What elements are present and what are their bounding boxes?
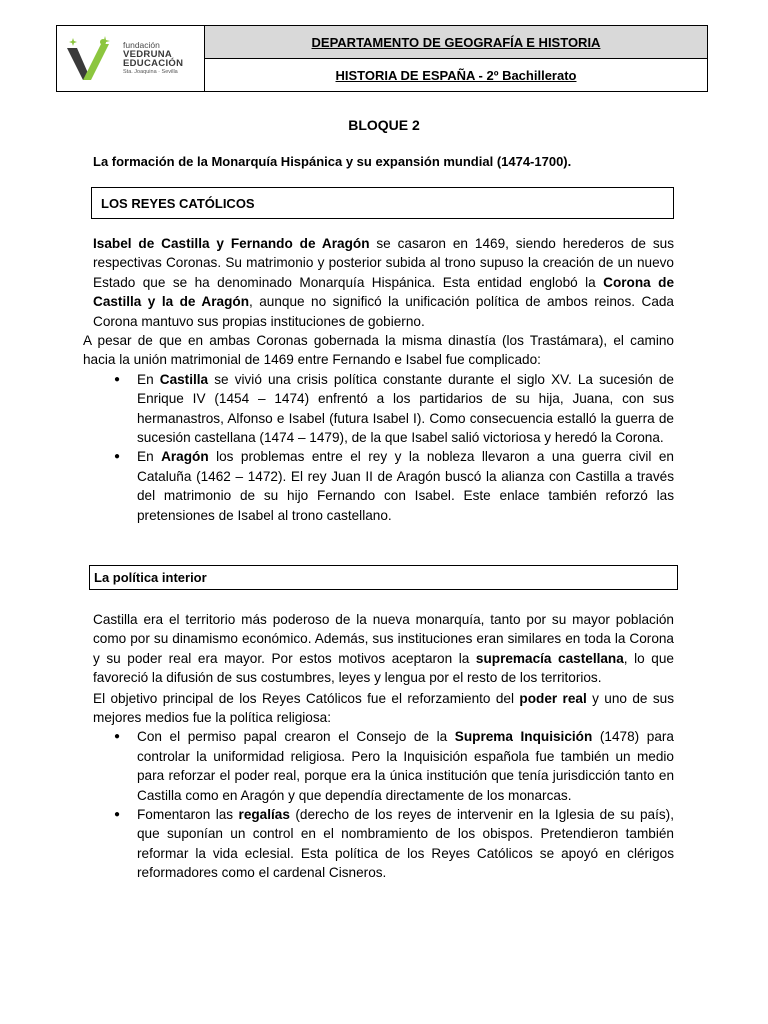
bloque-title: BLOQUE 2 [348, 117, 420, 133]
bold-term: regalías [238, 807, 290, 823]
bold-term: Suprema Inquisición [454, 729, 593, 745]
section2-heading: La política interior [94, 570, 207, 585]
paragraph-text: y uno de sus mejores medios fue la política religiosa: [93, 690, 674, 726]
bullet-text: Con el permiso papal crearon el Consejo de la [137, 729, 455, 745]
bullet-text: se vivió una crisis política constante durante el siglo XV. La sucesión de Enrique IV (1454 – 1474) enfrentó a los partidarios de su hija, Juana, con sus hermanastros, Alfonso e Isabel (futura Isabel I). Como consecuencia estalló la guerra de sucesión castellana (1474 – 1479), de la que Isabel salió victoriosa y heredó la Corona. [137, 371, 674, 446]
paragraph-text: Castilla era el territorio más poderoso de la nueva monarquía, tanto por su mayor población como por su dinamismo económico. Además, sus instituciones eran similares en toda la Corona y su poder real era mayor. Por estos motivos aceptaron la [93, 612, 674, 666]
logo-line1: fundación [123, 39, 160, 50]
bold-term: supremacía castellana [475, 650, 624, 666]
bold-term: poder real [519, 690, 587, 706]
bullet-text: En [137, 449, 162, 465]
bullet-text: (derecho de los reyes de intervenir en la Iglesia de su país), que suponían un control en el nombramiento de los obispos. Pretendieron también reformar la vida eclesial. Esta política de los Reyes Católicos se apoyó en clérigos reformadores como el cardenal Cisneros. [137, 807, 674, 881]
bold-term: Aragón [161, 449, 209, 465]
paragraph-text: se casaron en 1469, siendo herederos de sus respectivas Coronas. Su matrimonio y posterior subida al trono supuso la creación de un nuevo Estado que se ha denominado Monarquía Hispánica. Esta entidad englobó la [93, 236, 674, 290]
bold-term: Isabel de Castilla y Fernando de Aragón [93, 236, 370, 251]
section1-body [83, 234, 675, 525]
list-item [137, 370, 674, 448]
bullet-text: En [137, 371, 160, 387]
section1-bullet-list [93, 370, 674, 525]
paragraph-text: El objetivo principal de los Reyes Católicos fue el reforzamiento del [93, 690, 520, 706]
bullet-text: los problemas entre el rey y la nobleza llevaron a una guerra civil en Cataluña (1462 – 1472). El rey Juan II de Aragón buscó la alianza con Castilla a través del matrimonio de su hijo Fernando con Isabel. Este enlace también reforzó las pretensiones de Isabel al trono castellano. [137, 449, 674, 523]
bold-term: Castilla [159, 371, 209, 387]
section2-heading-box [89, 565, 678, 590]
list-item [137, 805, 674, 883]
bullet-text: (1478) para controlar la uniformidad religiosa. Pero la Inquisición española fue también un medio para reforzar el poder real, porque era la única institución que tenía jurisdicción tanto en Castilla como en Aragón y que dependía directamente de los monarcas. [137, 729, 674, 803]
section2-body [93, 610, 674, 883]
paragraph-text: , aunque no significó la unificación política de ambos reinos. Cada Corona mantuvo sus propias instituciones de gobierno. [93, 294, 674, 329]
logo-line4: Sta. Joaquina · Sevilla [123, 68, 178, 75]
section1-paragraph1 [93, 234, 674, 331]
header-table [56, 25, 708, 92]
bold-term: Corona de Castilla y la de Aragón [93, 274, 675, 310]
list-item [137, 727, 674, 805]
department-title: DEPARTAMENTO DE GEOGRAFÍA E HISTORIA [205, 26, 707, 59]
course-title: HISTORIA DE ESPAÑA - 2º Bachillerato [335, 67, 577, 83]
logo [57, 26, 205, 91]
logo-line2: VEDRUNA [123, 48, 173, 60]
paragraph-text: , lo que favoreció la difusión de sus costumbres, leyes y lengua por el resto de los territorios. [93, 650, 674, 686]
section1-heading: LOS REYES CATÓLICOS [101, 195, 255, 211]
section1-heading-box [91, 187, 674, 219]
list-item [137, 447, 674, 525]
section1-paragraph2: A pesar de que en ambas Coronas gobernada la misma dinastía (los Trastámara), el camino hacia la unión matrimonial de 1469 entre Fernando e Isabel fue complicado: [83, 333, 674, 368]
section2-bullet-list [93, 727, 674, 882]
section2-paragraph2 [93, 689, 674, 728]
section2-paragraph1 [93, 610, 674, 688]
bullet-text: Fomentaron las [137, 807, 239, 823]
vedruna-logo-icon [65, 34, 117, 84]
logo-line3: EDUCACIÓN [123, 57, 184, 69]
unit-subtitle: La formación de la Monarquía Hispánica y su expansión mundial (1474-1700). [93, 154, 572, 169]
